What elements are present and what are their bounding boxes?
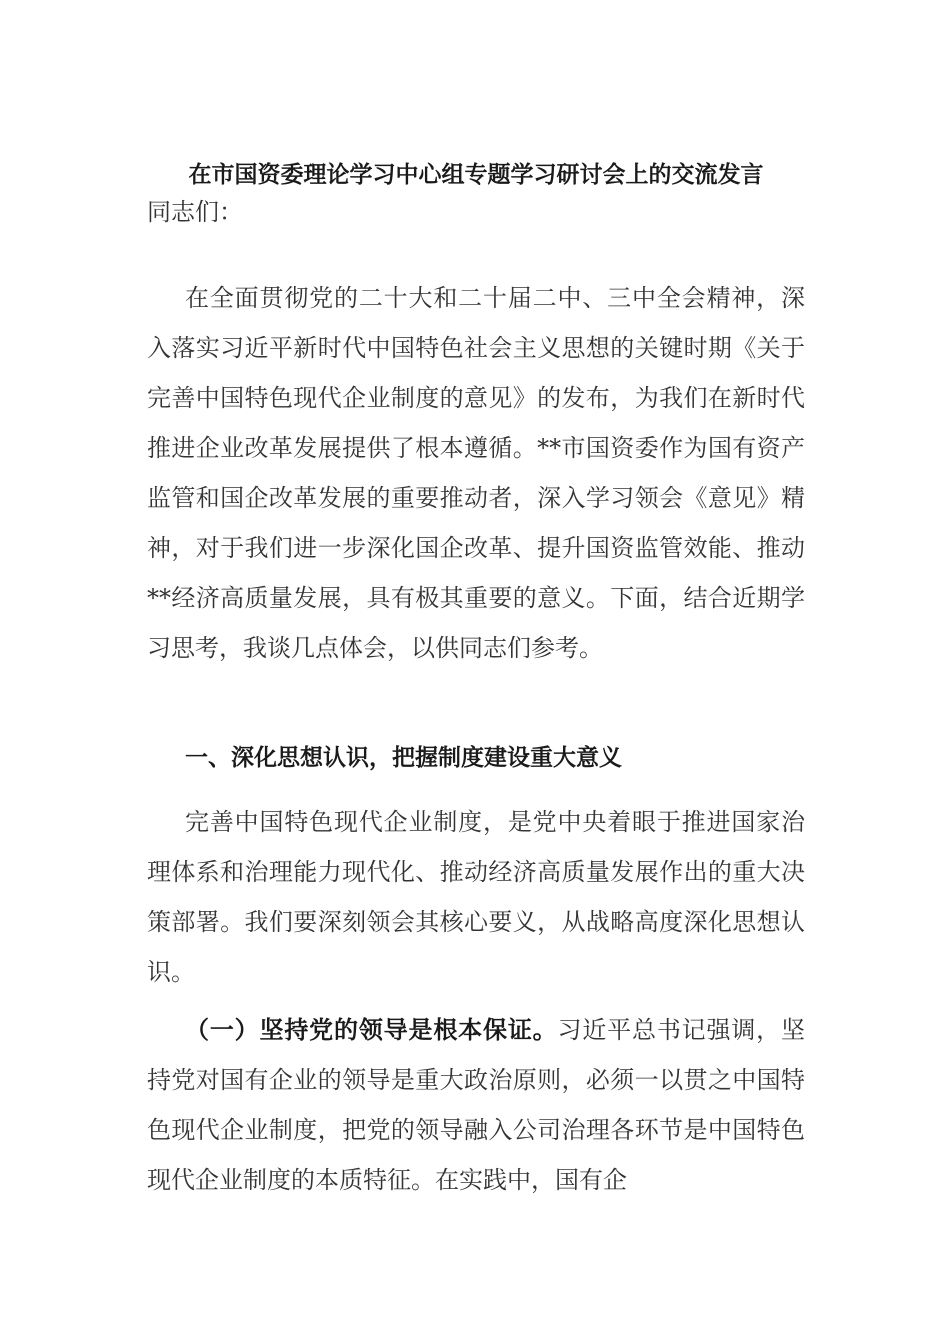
section-heading-1: 一、深化思想认识，把握制度建设重大意义 bbox=[185, 745, 622, 771]
paragraph-section-1: 完善中国特色现代企业制度，是党中央着眼于推进国家治理体系和治理能力现代化、推动经济高质量发展作出的重大决策部署。我们要深刻领会其核心要义，从战略高度深化思想认识。 bbox=[147, 808, 805, 986]
salutation: 同志们： bbox=[147, 198, 243, 226]
subsection-lead: （一）坚持党的领导是根本保证。 bbox=[185, 1016, 558, 1044]
document-title: 在市国资委理论学习中心组专题学习研讨会上的交流发言 bbox=[188, 162, 764, 188]
subsection-body: 习近平总书记强调，坚持党对国有企业的领导是重大政治原则，必须一以贯之中国特色现代企业制度，把党的领导融入公司治理各环节是中国特色现代企业制度的本质特征。在实践中，国有企 bbox=[147, 1016, 805, 1194]
paragraph-subsection-1 bbox=[147, 1005, 805, 1205]
paragraph-intro: 在全面贯彻党的二十大和二十届二中、三中全会精神，深入落实习近平新时代中国特色社会主义思想的关键时期《关于完善中国特色现代企业制度的意见》的发布，为我们在新时代推进企业改革发展提供了根本遵循。**市国资委作为国有资产监管和国企改革发展的重要推动者，深入学习领会《意见》精神，对于我们进一步深化国企改革、提升国资监管效能、推动**经济高质量发展，具有极其重要的意义。下面，结合近期学习思考，我谈几点体会，以供同志们参考。 bbox=[147, 284, 805, 662]
